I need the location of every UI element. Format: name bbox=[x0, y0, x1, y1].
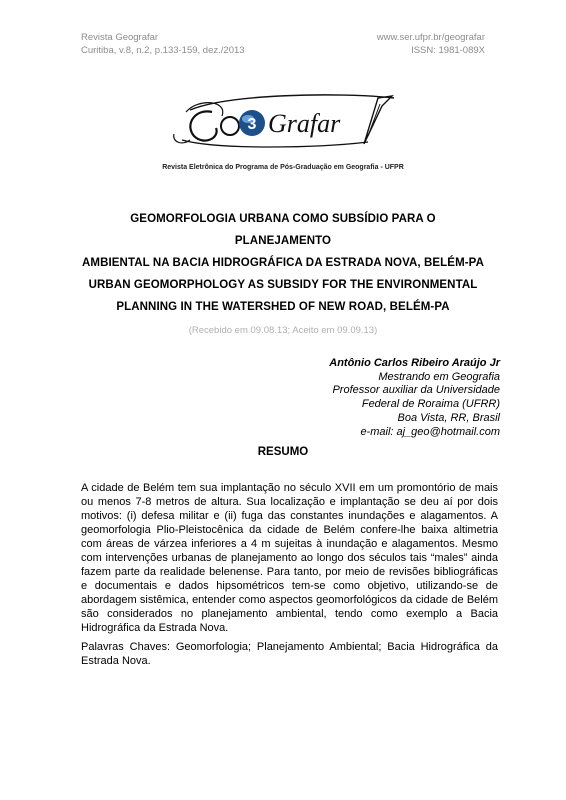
author-institution: Federal de Roraima (UFRR) bbox=[361, 398, 500, 411]
title-en-line2: PLANNING IN THE WATERSHED OF NEW ROAD, BELÉM-PA bbox=[116, 301, 450, 313]
journal-header-left bbox=[81, 31, 245, 57]
abstract-text: A cidade de Belém tem sua implantação no século XVII em um promontório de mais ou menos 7-8 metros de altura. Sua localização e implantação se deu aí por dois motivos: (i) defesa militar e (ii) fuga das constantes inundações e alagamentos. A geomorfologia Plio-Pleistocênica da cidade de Belém confere-lhe baixa altimetria com áreas de várzea inferiores a 4 m sujeitas à inundação e alagamentos. Mesmo com intervenções urbanas de planejamento ao longo dos séculos tais “males” ainda fazem parte da realidade belenense. Para tanto, por meio de revisões bibliográficas e documentais e dados hipsométricos tem-se como objetivo, utilizando-se de abordagem sistêmica, entender como aspectos geomorfológicos da cidade de Belém são considerados no planejamento ambiental, tendo como exemplo a Bacia Hidrográfica da Estrada Nova. bbox=[81, 482, 498, 634]
title-pt-line2: AMBIENTAL NA BACIA HIDROGRÁFICA DA ESTRADA NOVA, BELÉM-PA bbox=[81, 257, 484, 269]
author-role: Mestrando em Geografia bbox=[378, 370, 500, 383]
article-title-en bbox=[81, 274, 485, 318]
volume-info: Curitiba, v.8, n.2, p.133-159, dez./2013 bbox=[81, 45, 245, 56]
author-position: Professor auxiliar da Universidade bbox=[332, 384, 500, 397]
article-title-pt bbox=[81, 208, 485, 274]
issn: ISSN: 1981-089X bbox=[411, 45, 485, 56]
svg-text:3: 3 bbox=[247, 116, 257, 133]
journal-subtitle: Revista Eletrônica do Programa de Pós-Graduação em Geografia - UFPR bbox=[162, 164, 404, 171]
author-email: e-mail: aj_geo@hotmail.com bbox=[360, 425, 500, 438]
keywords: Palavras Chaves: Geomorfologia; Planejamento Ambiental; Bacia Hidrográfica da Estrada Nova. bbox=[81, 641, 498, 667]
journal-url: www.ser.ufpr.br/geografar bbox=[376, 32, 485, 43]
geografar-logo bbox=[168, 90, 404, 152]
author-name: Antônio Carlos Ribeiro Araújo Jr bbox=[329, 357, 500, 369]
author-block bbox=[329, 357, 500, 439]
title-pt-line1: GEOMORFOLOGIA URBANA COMO SUBSÍDIO PARA O PLANEJAMENTO bbox=[130, 213, 436, 247]
journal-name: Revista Geografar bbox=[81, 32, 159, 43]
abstract-heading: RESUMO bbox=[257, 446, 309, 458]
journal-header-right bbox=[377, 31, 485, 57]
author-location: Boa Vista, RR, Brasil bbox=[397, 411, 500, 424]
received-dates: (Recebido em 09.08.13; Aceito em 09.09.13) bbox=[188, 325, 378, 336]
logo-wordmark: Grafar bbox=[268, 109, 341, 138]
title-en-line1: URBAN GEOMORPHOLOGY AS SUBSIDY FOR THE ENVIRONMENTAL bbox=[88, 279, 478, 291]
